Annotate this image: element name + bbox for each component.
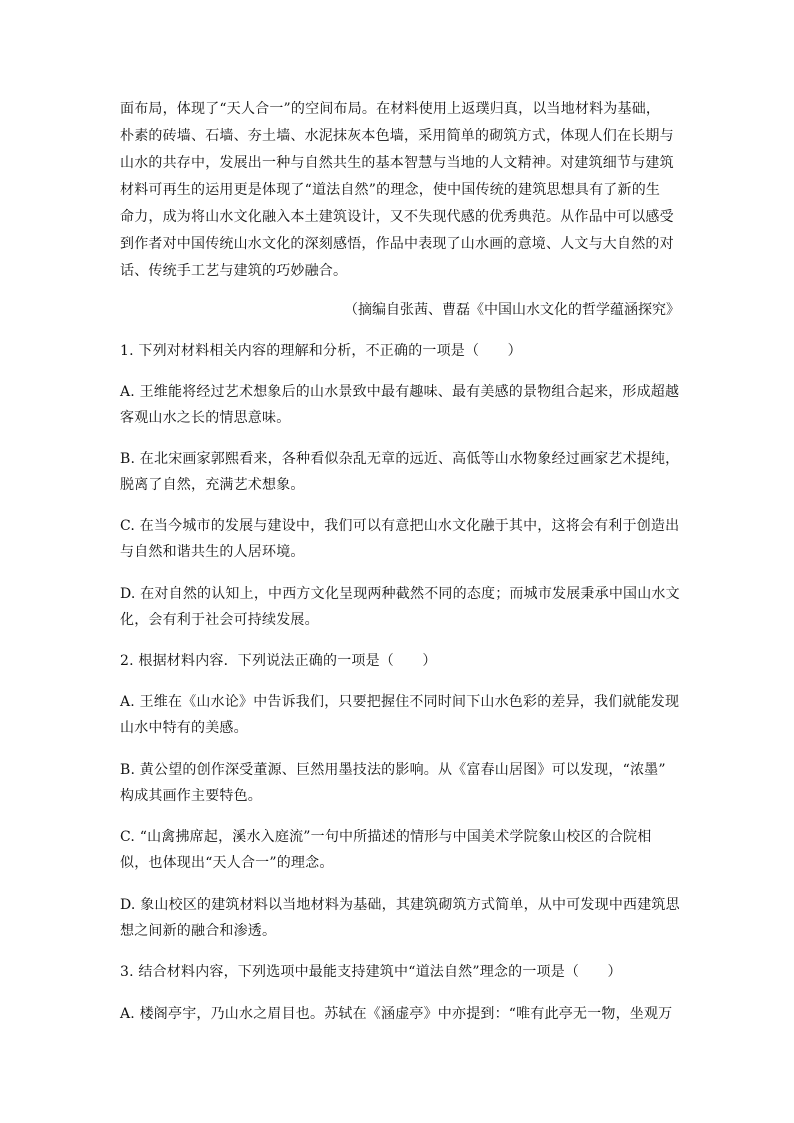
option-line: 与自然和谐共生的人居环境。 xyxy=(120,544,305,560)
option-line: 脱离了自然，充满艺术想象。 xyxy=(120,477,305,493)
option-line: D. 在对自然的认知上，中西方文化呈现两种截然不同的态度；而城市发展秉承中国山水文 xyxy=(120,586,680,602)
option-line: A. 王维能将经过艺术想象后的山水景致中最有趣味、最有美感的景物组合起来，形成超越 xyxy=(120,384,680,400)
passage-line: 朴素的砖墙、石墙、夯土墙、水泥抹灰本色墙，采用简单的砌筑方式，体现人们在长期与 xyxy=(120,128,674,144)
option-line: C. 在当今城市的发展与建设中，我们可以有意把山水文化融于其中，这将会有利于创造出 xyxy=(120,518,680,534)
passage-line: 材料可再生的运用更是体现了“道法自然”的理念，使中国传统的建筑思想具有了新的生 xyxy=(120,182,661,198)
option-line: 客观山水之长的情思意味。 xyxy=(120,410,291,426)
option-line: B. 在北宋画家郭熙看来，各种看似杂乱无章的远近、高低等山水物象经过画家艺术提纯， xyxy=(120,451,680,467)
option-line: 山水中特有的美感。 xyxy=(120,720,248,736)
passage-line: 山水的共存中，发展出一种与自然共生的基本智慧与当地的人文精神。对建筑细节与建筑 xyxy=(120,155,674,171)
option-line: 似，也体现出“天人合一”的理念。 xyxy=(120,855,334,871)
passage-line: 命力，成为将山水文化融入本土建筑设计，又不失现代感的优秀典范。从作品中可以感受 xyxy=(120,209,674,225)
passage-line: 到作者对中国传统山水文化的深刻感悟，作品中表现了山水画的意境、人文与大自然的对 xyxy=(120,236,674,252)
question-stem: 3. 结合材料内容，下列选项中最能支持建筑中“道法自然”理念的一项是（ ） xyxy=(120,964,622,980)
option-line: 想之间新的融合和渗透。 xyxy=(120,923,277,939)
passage-source: （摘编自张茜、曹磊《中国山水文化的哲学蕴涵探究》 xyxy=(344,302,680,318)
option-line: 化，会有利于社会可持续发展。 xyxy=(120,612,319,628)
option-line: B. 黄公望的创作深受董源、巨然用墨技法的影响。从《富春山居图》可以发现，“浓墨” xyxy=(120,762,666,778)
option-line: C. “山禽拂席起，溪水入庭流”一句中所描述的情形与中国美术学院象山校区的合院相 xyxy=(120,829,652,845)
option-line: A. 楼阁亭宇，乃山水之眉目也。苏轼在《涵虚亭》中亦提到：“唯有此亭无一物，坐观万 xyxy=(120,1006,673,1022)
passage-line: 话、传统手工艺与建筑的巧妙融合。 xyxy=(120,263,348,279)
question-stem: 2. 根据材料内容．下列说法正确的一项是（ ） xyxy=(120,653,437,669)
question-stem: 1. 下列对材料相关内容的理解和分析，不正确的一项是（ ） xyxy=(120,343,522,359)
option-line: A. 王维在《山水论》中告诉我们，只要把握住不同时间下山水色彩的差异，我们就能发现 xyxy=(120,694,680,710)
option-line: D. 象山校区的建筑材料以当地材料为基础，其建筑砌筑方式简单，从中可发现中西建筑思 xyxy=(120,897,680,913)
option-line: 构成其画作主要特色。 xyxy=(120,788,262,804)
passage-line: 面布局，体现了“天人合一”的空间布局。在材料使用上返璞归真，以当地材料为基础， xyxy=(120,101,661,117)
